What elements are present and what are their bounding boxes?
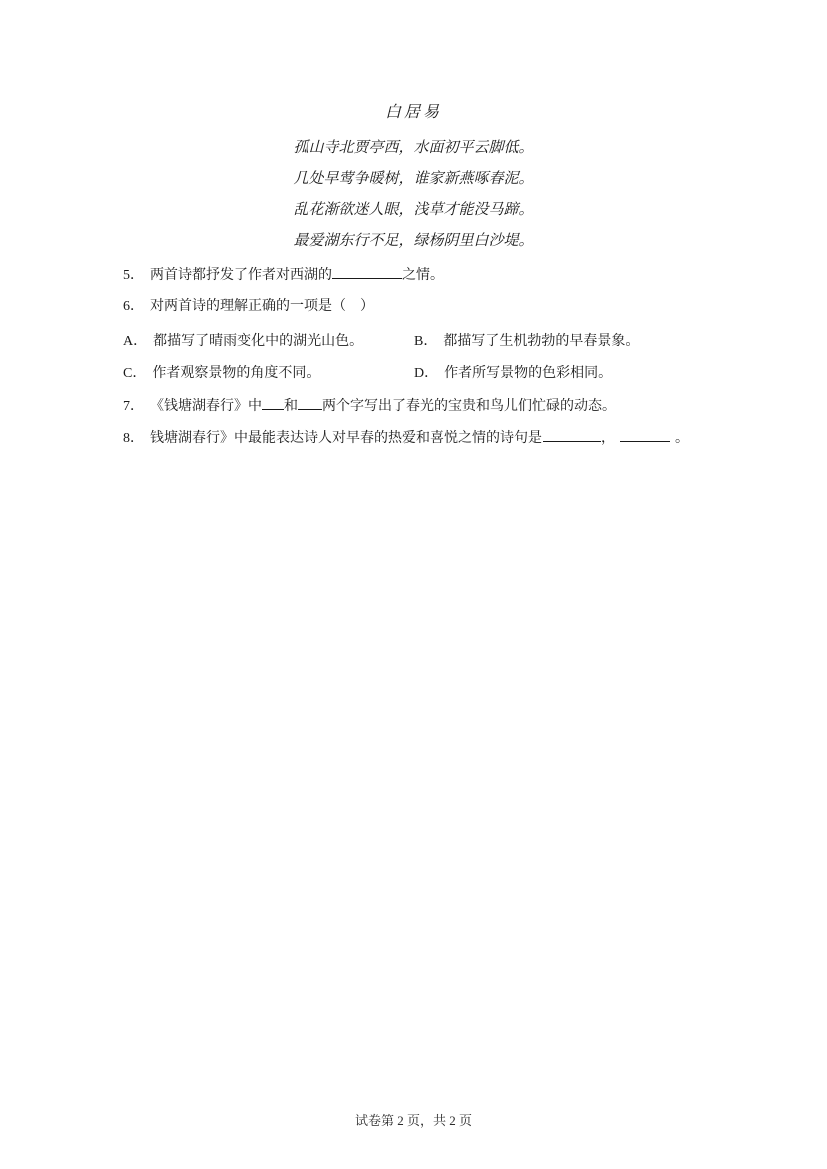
question-5-number: 5． bbox=[123, 268, 144, 283]
poem-line: 乱花渐欲迷人眼，浅草才能没马蹄。 bbox=[293, 202, 534, 218]
question-5-text: 两首诗都抒发了作者对西湖的 bbox=[150, 268, 332, 283]
answer-blank-q8-second bbox=[620, 428, 670, 442]
question-7 bbox=[123, 396, 767, 417]
page-footer: 试卷第 2 页，共 2 页 bbox=[354, 1113, 472, 1128]
question-5-text-end: 之情。 bbox=[402, 268, 444, 283]
poem-line: 孤山寺北贾亭西，水面初平云脚低。 bbox=[293, 140, 534, 156]
answer-blank-q5 bbox=[332, 265, 402, 279]
question-8 bbox=[123, 428, 767, 449]
question-8-number: 8． bbox=[123, 431, 144, 446]
question-5 bbox=[123, 265, 767, 286]
question-6-options-row-2 bbox=[123, 364, 767, 384]
option-a-label: A． bbox=[123, 334, 148, 349]
option-d-text: 作者所写景物的色彩相同。 bbox=[444, 366, 613, 381]
question-6-options-row-1 bbox=[123, 332, 767, 352]
poem-line: 几处早莺争暖树，谁家新燕啄春泥。 bbox=[293, 171, 534, 187]
option-d bbox=[414, 364, 612, 384]
answer-blank-q7-second bbox=[298, 396, 322, 410]
question-7-number: 7． bbox=[123, 399, 144, 414]
question-8-text: 钱塘湖春行》中最能表达诗人对早春的热爱和喜悦之情的诗句是 bbox=[150, 431, 542, 446]
option-a bbox=[123, 334, 363, 349]
answer-blank-q8-first bbox=[543, 428, 601, 442]
question-8-text-mid: ， bbox=[601, 431, 615, 446]
poem-line: 最爱湖东行不足，绿杨阴里白沙堤。 bbox=[293, 233, 534, 249]
option-c-label: C． bbox=[123, 366, 147, 381]
question-8-text-end: 。 bbox=[675, 431, 689, 446]
poem-author: 白居易 bbox=[384, 104, 442, 121]
question-6-number: 6． bbox=[123, 299, 144, 314]
option-a-text: 都描写了晴雨变化中的湖光山色。 bbox=[153, 334, 364, 349]
option-d-label: D． bbox=[414, 366, 439, 381]
question-7-text: 《钱塘湖春行》中 bbox=[150, 399, 262, 414]
question-6 bbox=[123, 297, 767, 317]
answer-blank-q7-first bbox=[262, 396, 284, 410]
option-c bbox=[123, 366, 320, 381]
question-7-text-mid: 和 bbox=[284, 399, 298, 414]
option-b bbox=[414, 332, 639, 352]
option-b-text: 都描写了生机勃勃的早春景象。 bbox=[443, 334, 640, 349]
option-c-text: 作者观察景物的角度不同。 bbox=[152, 366, 321, 381]
question-7-text-end: 两个字写出了春光的宝贵和鸟儿们忙碌的动态。 bbox=[322, 399, 616, 414]
question-6-text: 对两首诗的理解正确的一项是（ ） bbox=[150, 299, 374, 314]
option-b-label: B． bbox=[414, 334, 438, 349]
